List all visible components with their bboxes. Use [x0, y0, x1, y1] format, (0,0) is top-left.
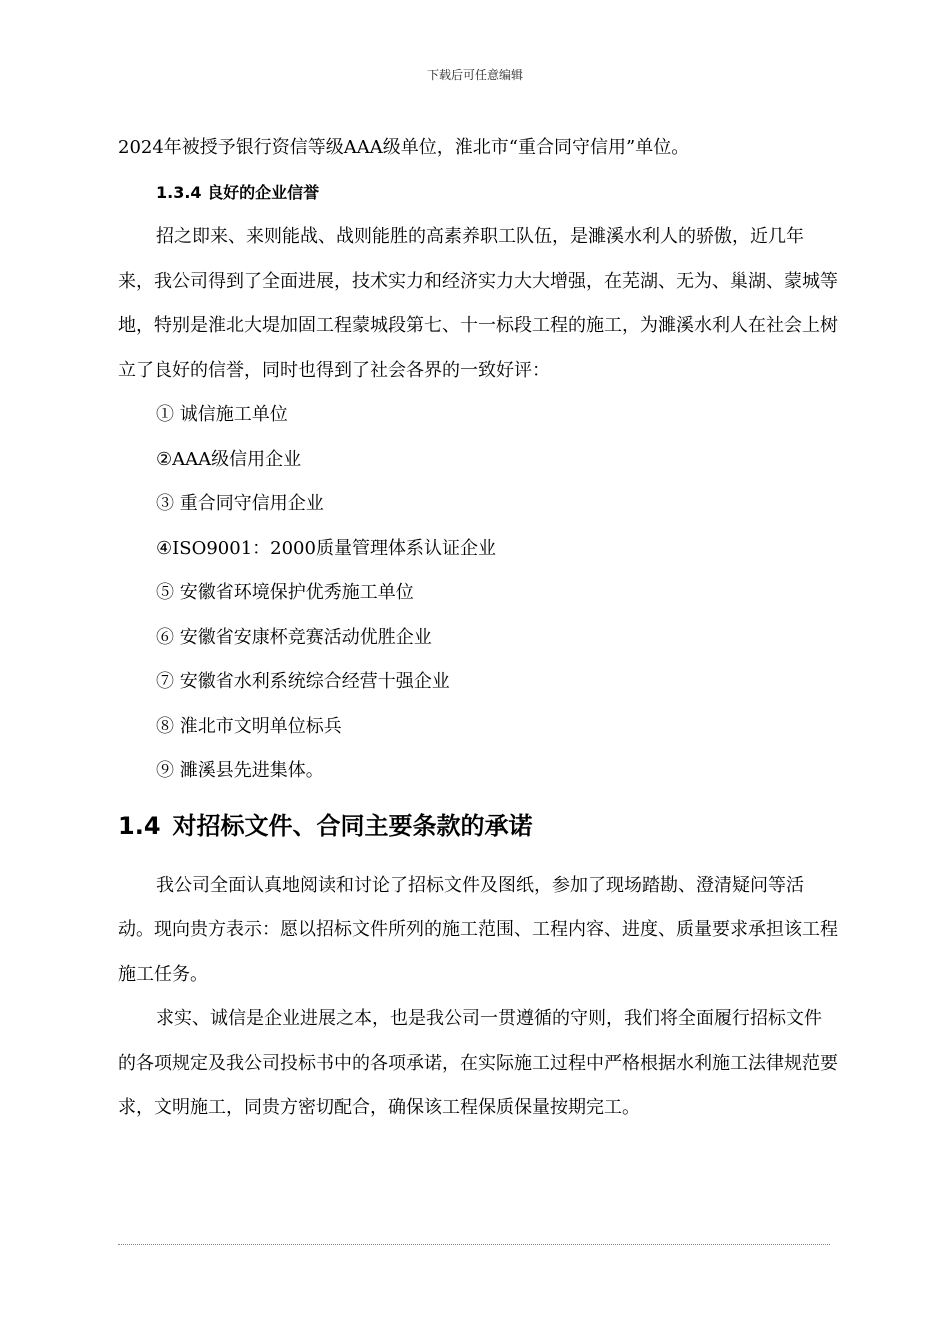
- list-item: ① 诚信施工单位: [156, 404, 288, 425]
- list-item: ⑤ 安徽省环境保护优秀施工单位: [156, 582, 414, 603]
- list-item: ④ISO9001：2000质量管理体系认证企业: [156, 537, 496, 559]
- section-number: 1.4: [118, 811, 161, 840]
- page-header: 下载后可任意编辑: [426, 68, 523, 82]
- list-item: ⑧ 淮北市文明单位标兵: [156, 715, 342, 737]
- list-item: ②AAA级信用企业: [156, 448, 302, 470]
- commitment-paragraph: 我公司全面认真地阅读和讨论了招标文件及图纸，参加了现场踏勘、澄清疑问等活动。现向贵方表示：愿以招标文件所列的施工范围、工程内容、进度、质量要求承担该工程施工任务。: [118, 874, 838, 985]
- integrity-paragraph: 求实、诚信是企业进展之本，也是我公司一贯遵循的守则，我们将全面履行招标文件的各项规定及我公司投标书中的各项承诺，在实际施工过程中严格根据水利施工法律规范要求，文明施工，同贵方密切配合，确保该工程保质保量按期完工。: [118, 1008, 838, 1118]
- document-body: [118, 126, 838, 1131]
- opening-line: 2024年被授予银行资信等级AAA级单位，淮北市“重合同守信用”单位。: [118, 137, 690, 158]
- footer-divider: [118, 1244, 830, 1245]
- list-item: ⑦ 安徽省水利系统综合经营十强企业: [156, 671, 450, 692]
- list-item: ⑨ 濉溪县先进集体。: [156, 760, 324, 781]
- subsection-heading: 1.3.4 良好的企业信誉: [156, 182, 320, 202]
- list-item: ⑥ 安徽省安康杯竞赛活动优胜企业: [156, 626, 432, 648]
- section-heading: [118, 804, 838, 848]
- list-item: ③ 重合同守信用企业: [156, 493, 324, 514]
- honors-list: [118, 393, 838, 794]
- reputation-paragraph: 招之即来、来则能战、战则能胜的高素养职工队伍，是濉溪水利人的骄傲，近几年来，我公司得到了全面进展，技术实力和经济实力大大增强，在芜湖、无为、巢湖、蒙城等地，特别是淮北大堤加固工程蒙城段第七、十一标段工程的施工，为濉溪水利人在社会上树立了良好的信誉，同时也得到了社会各界的一致好评：: [118, 226, 838, 381]
- section-title: 对招标文件、合同主要条款的承诺: [172, 811, 533, 840]
